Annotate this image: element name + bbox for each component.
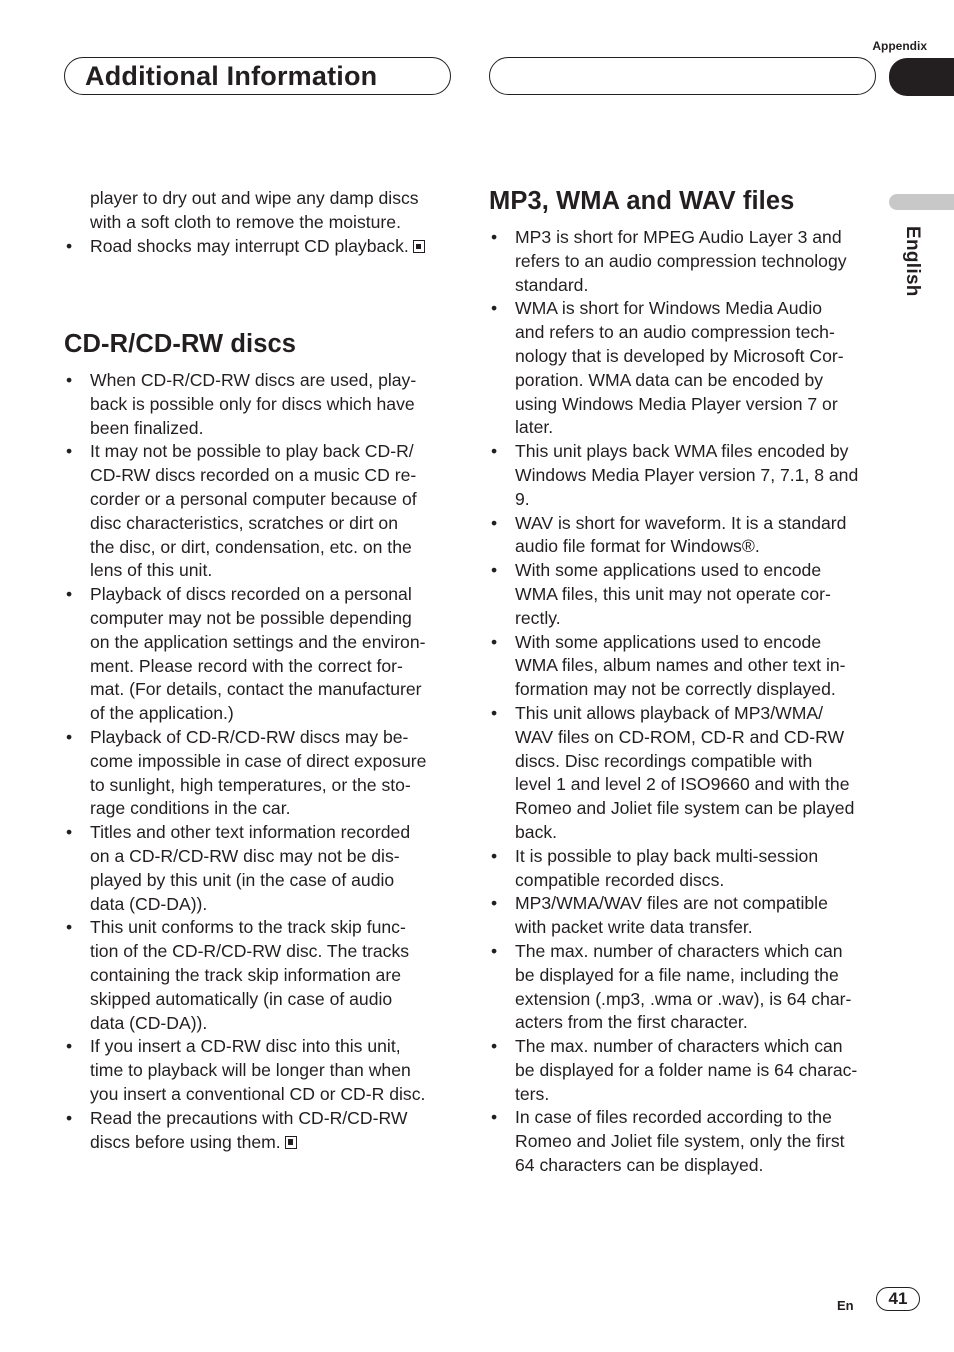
cdr-section-title: CD-R/CD-RW discs — [64, 330, 297, 358]
text-line: Read the precautions with CD-R/CD-RW — [90, 1107, 408, 1128]
list-item-text — [515, 941, 851, 1032]
text-line: rectly. — [515, 607, 561, 628]
text-line: nology that is developed by Microsoft Cor- — [515, 345, 844, 366]
bullet-dot: • — [491, 940, 498, 961]
list-item — [64, 1107, 456, 1155]
page-number: 41 — [876, 1287, 920, 1311]
list-item — [489, 702, 881, 845]
text-line: The max. number of characters which can — [515, 1036, 843, 1057]
text-line: With some applications used to encode — [515, 631, 822, 652]
text-line: Romeo and Joliet file system can be played — [515, 798, 855, 819]
bullet-dot: • — [491, 1036, 498, 1057]
list-item — [64, 1035, 456, 1106]
text-line: It may not be possible to play back CD-R/ — [90, 441, 414, 462]
text-line: poration. WMA data can be encoded by — [515, 369, 824, 390]
text-line: This unit plays back WMA files encoded by — [515, 441, 849, 462]
list-item — [489, 940, 881, 1035]
text-line: containing the track skip information are — [90, 964, 401, 985]
road-shock-text: Road shocks may interrupt CD playback. — [90, 236, 409, 256]
text-line: played by this unit (in the case of audio — [90, 869, 395, 890]
list-item-text — [90, 370, 416, 438]
text-line: WMA files, this unit may not operate cor- — [515, 583, 831, 604]
list-item — [489, 440, 881, 511]
list-item-text — [90, 917, 409, 1032]
continued-paragraph — [90, 187, 456, 235]
list-item-text — [90, 1036, 425, 1104]
text-line: mat. (For details, contact the manufacturer — [90, 679, 422, 700]
list-item-text — [515, 893, 828, 937]
text-line: WMA files, album names and other text in- — [515, 655, 846, 676]
text-line: MP3/WMA/WAV files are not compatible — [515, 893, 828, 914]
list-item-text — [90, 584, 425, 723]
text-line: computer may not be possible depending — [90, 607, 412, 628]
bullet-dot: • — [491, 512, 498, 533]
mp3-section-title: MP3, WMA and WAV files — [489, 187, 795, 215]
list-item — [64, 440, 456, 583]
text-line: come impossible in case of direct exposure — [90, 750, 427, 771]
list-item — [64, 583, 456, 726]
text-line: data (CD-DA)). — [90, 1012, 208, 1033]
text-line: If you insert a CD-RW disc into this unit, — [90, 1036, 401, 1057]
list-item — [489, 512, 881, 560]
text-line: disc characteristics, scratches or dirt on — [90, 512, 398, 533]
text-line: back. — [515, 821, 558, 842]
list-item — [64, 726, 456, 821]
text-line: It is possible to play back multi-session — [515, 845, 819, 866]
list-item-text — [90, 727, 426, 818]
text-line: Titles and other text information recorded — [90, 822, 411, 843]
bullet-dot: • — [491, 560, 498, 581]
list-item-text — [515, 632, 846, 700]
bullet-dot: • — [66, 441, 73, 462]
list-item — [489, 226, 881, 297]
text-line: WAV is short for waveform. It is a standard — [515, 512, 847, 533]
bullet-dot: • — [66, 584, 73, 605]
text-line: on the application settings and the environ- — [90, 631, 426, 652]
text-line: be displayed for a folder name is 64 charac- — [515, 1059, 858, 1080]
list-item-text — [515, 298, 844, 437]
list-item — [64, 821, 456, 916]
text-line: audio file format for Windows®. — [515, 536, 760, 557]
list-item — [489, 1035, 881, 1106]
text-line: back is possible only for discs which have — [90, 393, 415, 414]
text-line: be displayed for a file name, including the — [515, 964, 839, 985]
list-item — [489, 845, 881, 893]
cdr-list — [64, 369, 456, 1154]
bullet-dot: • — [66, 236, 73, 256]
bullet-dot: • — [66, 1107, 73, 1128]
text-line: extension (.mp3, .wma or .wav), is 64 char- — [515, 988, 852, 1009]
text-line: formation may not be correctly displayed. — [515, 679, 836, 700]
text-line: with a soft cloth to remove the moisture. — [90, 211, 401, 232]
text-line: discs. Disc recordings compatible with — [515, 750, 813, 771]
bullet-dot: • — [66, 822, 73, 843]
list-item-text — [515, 513, 846, 557]
text-line: using Windows Media Player version 7 or — [515, 393, 838, 414]
text-line: lens of this unit. — [90, 560, 213, 581]
text-line: tion of the CD-R/CD-RW disc. The tracks — [90, 941, 410, 962]
bullet-dot: • — [66, 370, 73, 390]
text-line: Playback of CD-R/CD-RW discs may be- — [90, 726, 409, 747]
text-line: standard. — [515, 274, 589, 295]
list-item-text — [515, 560, 831, 628]
text-line: WAV files on CD-ROM, CD-R and CD-RW — [515, 726, 845, 747]
list-item-text — [90, 441, 417, 580]
mp3-list — [489, 226, 881, 1178]
end-mark-icon — [285, 1136, 297, 1149]
text-line: 64 characters can be displayed. — [515, 1155, 764, 1176]
list-item-text — [90, 1108, 407, 1152]
text-line: player to dry out and wipe any damp discs — [90, 188, 419, 208]
text-line: and refers to an audio compression tech- — [515, 322, 835, 343]
header-pill-right — [489, 57, 876, 95]
list-item — [489, 1106, 881, 1177]
black-tab — [889, 58, 954, 96]
text-line: acters from the first character. — [515, 1012, 748, 1033]
text-line: you insert a conventional CD or CD-R disc. — [90, 1083, 426, 1104]
list-item-text — [515, 227, 847, 295]
bullet-dot: • — [491, 631, 498, 652]
text-line: ment. Please record with the correct for- — [90, 655, 403, 676]
bullet-dot: • — [491, 298, 498, 319]
text-line: MP3 is short for MPEG Audio Layer 3 and — [515, 227, 842, 247]
text-line: With some applications used to encode — [515, 560, 822, 581]
list-item — [64, 916, 456, 1035]
text-line: The max. number of characters which can — [515, 940, 843, 961]
text-line: Playback of discs recorded on a personal — [90, 584, 412, 605]
bullet-dot: • — [491, 441, 498, 462]
header-pill-left — [64, 57, 451, 95]
text-line: rage conditions in the car. — [90, 798, 291, 819]
text-line: In case of files recorded according to the — [515, 1107, 832, 1128]
list-item — [64, 369, 456, 440]
list-item — [489, 559, 881, 630]
language-tab — [889, 194, 954, 210]
bullet-dot: • — [66, 726, 73, 747]
appendix-label: Appendix — [872, 39, 927, 53]
bullet-dot: • — [491, 702, 498, 723]
text-line: refers to an audio compression technology — [515, 250, 847, 271]
list-item-text — [515, 846, 818, 890]
list-item-text — [515, 1107, 845, 1175]
text-line: been finalized. — [90, 417, 204, 438]
text-line: When CD-R/CD-RW discs are used, play- — [90, 370, 417, 390]
text-line: later. — [515, 417, 554, 438]
end-mark-icon — [413, 240, 425, 253]
text-line: to sunlight, high temperatures, or the sto- — [90, 774, 411, 795]
road-shock-item — [64, 235, 482, 259]
bullet-dot: • — [491, 227, 498, 247]
bullet-dot: • — [491, 845, 498, 866]
text-line: data (CD-DA)). — [90, 893, 208, 914]
text-line: 9. — [515, 488, 530, 509]
text-line: discs before using them. — [90, 1131, 281, 1152]
text-line: Romeo and Joliet file system, only the first — [515, 1131, 845, 1152]
text-line: on a CD-R/CD-RW disc may not be dis- — [90, 845, 400, 866]
text-line: skipped automatically (in case of audio — [90, 988, 393, 1009]
bullet-dot: • — [66, 1036, 73, 1057]
list-item-text — [90, 822, 410, 913]
text-line: CD-RW discs recorded on a music CD re- — [90, 465, 417, 486]
language-label: English — [902, 226, 923, 297]
text-line: This unit conforms to the track skip func- — [90, 917, 406, 938]
list-item-text — [515, 1036, 857, 1104]
text-line: corder or a personal computer because of — [90, 488, 417, 509]
page-lang: En — [837, 1298, 854, 1313]
list-item-text — [515, 703, 854, 842]
bullet-dot: • — [491, 1107, 498, 1128]
list-item — [489, 631, 881, 702]
list-item — [489, 892, 881, 940]
text-line: of the application.) — [90, 703, 234, 724]
section-header-title: Additional Information — [85, 61, 378, 91]
text-line: the disc, or dirt, condensation, etc. on the — [90, 536, 412, 557]
list-item — [489, 297, 881, 440]
text-line: ters. — [515, 1083, 550, 1104]
text-line: Windows Media Player version 7, 7.1, 8 and — [515, 464, 859, 485]
text-line: time to playback will be longer than when — [90, 1060, 411, 1081]
text-line: level 1 and level 2 of ISO9660 and with the — [515, 774, 850, 795]
bullet-dot: • — [491, 893, 498, 914]
list-item-text — [515, 441, 858, 509]
text-line: with packet write data transfer. — [515, 917, 753, 938]
text-line: WMA is short for Windows Media Audio — [515, 298, 823, 319]
text-line: compatible recorded discs. — [515, 869, 725, 890]
bullet-dot: • — [66, 917, 73, 938]
text-line: This unit allows playback of MP3/WMA/ — [515, 702, 823, 723]
